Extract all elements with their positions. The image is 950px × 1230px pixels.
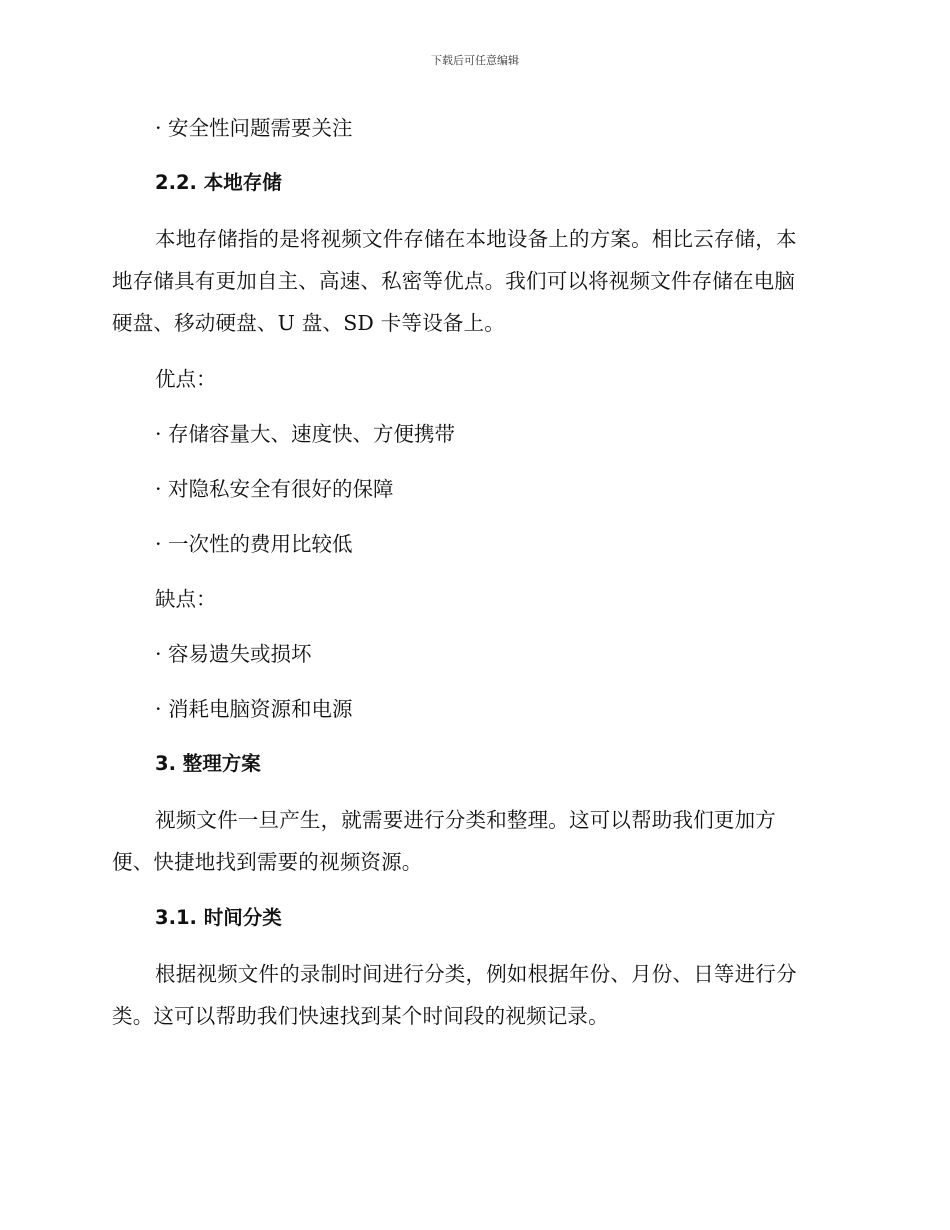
bullet-item: · 消耗电脑资源和电源	[155, 697, 353, 721]
pros-label: 优点：	[155, 367, 217, 391]
paragraph-line: 硬盘、移动硬盘、U 盘、SD 卡等设备上。	[112, 311, 505, 335]
bullet-item: · 容易遗失或损坏	[155, 642, 312, 666]
paragraph-line: 地存储具有更加自主、高速、私密等优点。我们可以将视频文件存储在电脑	[112, 269, 796, 293]
section-heading: 3. 整理方案	[155, 752, 261, 775]
section-heading: 2.2. 本地存储	[155, 171, 282, 194]
paragraph-line: 视频文件一旦产生，就需要进行分类和整理。这可以帮助我们更加方	[155, 808, 776, 832]
paragraph	[112, 218, 832, 344]
document-body	[112, 108, 832, 1037]
bullet-item: · 一次性的费用比较低	[155, 532, 353, 556]
paragraph-line: 根据视频文件的录制时间进行分类，例如根据年份、月份、日等进行分	[155, 962, 797, 986]
page-header: 下载后可任意编辑	[431, 54, 519, 67]
cons-label: 缺点：	[155, 587, 217, 611]
paragraph	[112, 953, 832, 1037]
bullet-item: · 对隐私安全有很好的保障	[155, 477, 394, 501]
paragraph-line: 类。这可以帮助我们快速找到某个时间段的视频记录。	[112, 1004, 609, 1028]
section-heading: 3.1. 时间分类	[155, 906, 282, 929]
bullet-item: · 存储容量大、速度快、方便携带	[155, 422, 456, 446]
paragraph	[112, 799, 832, 883]
bullet-item: · 安全性问题需要关注	[155, 116, 353, 140]
paragraph-line: 便、快捷地找到需要的视频资源。	[112, 850, 423, 874]
paragraph-line: 本地存储指的是将视频文件存储在本地设备上的方案。相比云存储，本	[155, 227, 797, 251]
